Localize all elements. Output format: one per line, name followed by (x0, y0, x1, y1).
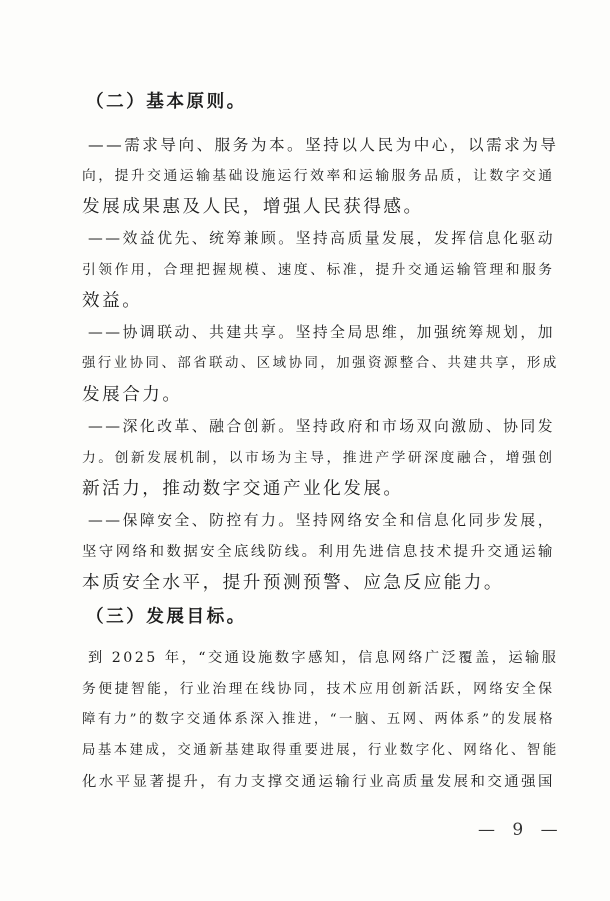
goals-line-1: 到 2025 年，“交通设施数字感知，信息网络广泛覆盖，运输服 (88, 650, 559, 666)
goals-line-4: 局基本建成，交通新基建取得重要进展，行业数字化、网络化、智能 (82, 743, 559, 758)
principle-2-line-1: ——效益优先、统筹兼顾。坚持高质量发展，发挥信息化驱动 (88, 230, 556, 247)
principle-5-line-3: 本质安全水平，提升预测预警、应急反应能力。 (82, 573, 504, 593)
principle-5-line-1: ——保障安全、防控有力。坚持网络安全和信息化同步发展， (88, 512, 556, 529)
principle-1-line-1: ——需求导向、服务为本。坚持以人民为中心，以需求为导 (88, 136, 559, 154)
principle-4-line-1: ——深化改革、融合创新。坚持政府和市场双向激励、协同发 (88, 418, 556, 435)
principle-3-line-3: 发展合力。 (82, 385, 183, 405)
goals-line-5: 化水平显著提升，有力支撑交通运输行业高质量发展和交通强国 (82, 774, 555, 790)
principle-3-line-1: ——协调联动、共建共享。坚持全局思维，加强统筹规划，加 (88, 324, 556, 341)
section-heading-basic-principles: （二）基本原则。 (86, 91, 247, 112)
principle-2-line-3: 效益。 (82, 291, 143, 311)
principle-5-line-2: 坚守网络和数据安全底线防线。利用先进信息技术提升交通运输 (82, 544, 555, 560)
goals-line-3: 障有力”的数字交通体系深入推进，“一脑、五网、两体系”的发展格 (82, 712, 555, 727)
page-number: — 9 — (478, 820, 564, 840)
principle-4-line-3: 新活力，推动数字交通产业化发展。 (82, 479, 404, 499)
principle-1-line-3: 发展成果惠及人民，增强人民获得感。 (82, 197, 424, 217)
principle-3-line-2: 强行业协同、部省联动、区域协同，加强资源整合、共建共享，形成 (82, 356, 559, 371)
section-heading-development-goals: （三）发展目标。 (86, 606, 247, 627)
principle-4-line-2: 力。创新发展机制，以市场为主导，推进产学研深度融合，增强创 (82, 450, 555, 466)
principle-1-line-2: 向，提升交通运输基础设施运行效率和运输服务品质，让数字交通 (82, 168, 555, 184)
principle-2-line-2: 引领作用，合理把握规模、速度、标准，提升交通运输管理和服务 (82, 262, 555, 278)
goals-line-2: 务便捷智能，行业治理在线协同，技术应用创新活跃，网络安全保 (82, 681, 555, 697)
